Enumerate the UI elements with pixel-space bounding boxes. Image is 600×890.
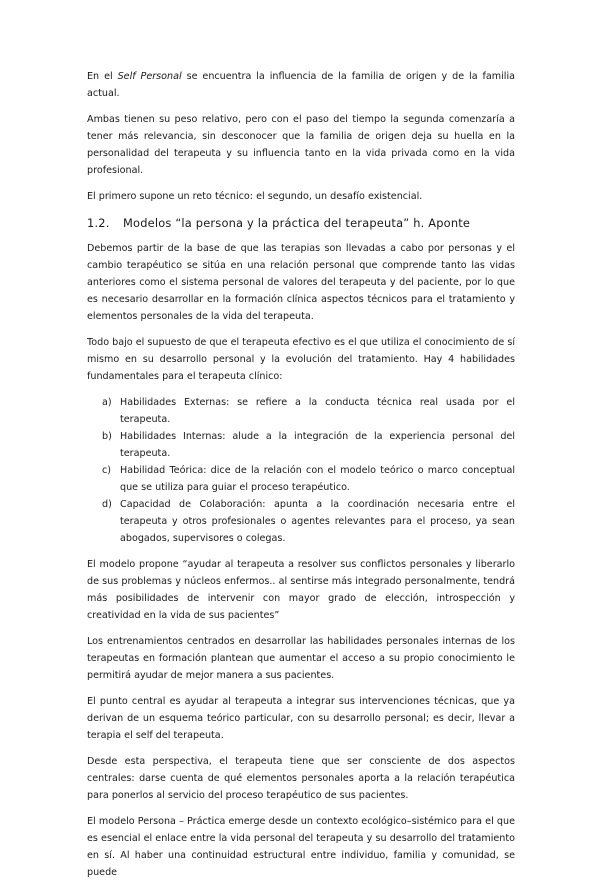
list-item [87, 496, 515, 547]
list-item-text: Habilidad Teórica: dice de la relación con el modelo teórico o marco conceptual que se utiliza para guiar el proceso terapéutico. [120, 465, 515, 493]
paragraph-self-personal-start: En el [87, 71, 118, 82]
paragraph-central-point: El punto central es ayudar al terapeuta a integrar sus intervenciones técnicas, que ya derivan de un esquema teórico particular, con su desarrollo personal; es decir, llevar a terapia el self del terapeuta. [87, 696, 515, 741]
list-item-text: Habilidades Internas: alude a la integración de la experiencia personal del terapeuta. [120, 431, 515, 459]
list-item-text: Capacidad de Colaboración: apunta a la coordinación necesaria entre el terapeuta y otros profesionales o agentes relevantes para el proceso, ya sean abogados, supervisores o colegas. [120, 499, 515, 544]
paragraph-challenge: El primero supone un reto técnico: el segundo, un desafío existencial. [87, 191, 423, 202]
list-marker: b) [102, 431, 112, 442]
paragraph-self-personal-end: se encuentra la influencia de la familia de origen y de la familia actual. [87, 71, 516, 99]
paragraph-model-proposal: El modelo propone “ayudar al terapeuta a resolver sus conflictos personales y liberarlo de sus problemas y núcleos enfermos.. al sentirse más integrado personalmente, tendrá más posibilidades de intervenir con mayor grado de elección, introspección y creatividad en la vida de sus pacientes” [87, 559, 515, 621]
section-number: 1.2. [87, 216, 110, 230]
section-heading [87, 214, 515, 232]
paragraph-trainings: Los entrenamientos centrados en desarrollar las habilidades personales internas de los terapeutas en formación plantean que aumentar el acceso a su propio conocimiento le permitirá ayudar de mejor manera a sus pacientes. [87, 636, 515, 681]
list-item [87, 428, 515, 462]
list-item [87, 462, 515, 496]
paragraph-relative-weight: Ambas tienen su peso relativo, pero con el paso del tiempo la segunda comenzaría a tener más relevancia, sin desconocer que la familia de origen deja su huella en la personalidad del terapeuta y su influencia tanto en la vida privada como en la vida profesional. [87, 114, 515, 176]
section-title: Modelos “la persona y la práctica del terapeuta” h. Aponte [123, 216, 471, 230]
list-item-text: Habilidades Externas: se refiere a la conducta técnica real usada por el terapeuta. [120, 397, 515, 425]
paragraph-self-personal [87, 68, 515, 102]
list-item [87, 394, 515, 428]
paragraph-perspective: Desde esta perspectiva, el terapeuta tiene que ser consciente de dos aspectos centrales: darse cuenta de qué elementos personales aporta a la relación terapéutica para ponerlos al servicio del proceso terapéutico de sus pacientes. [87, 756, 515, 801]
self-personal-term: Self Personal [117, 71, 182, 82]
page-content [87, 68, 515, 890]
paragraph-effective-therapist: Todo bajo el supuesto de que el terapeuta efectivo es el que utiliza el conocimiento de sí mismo en su desarrollo personal y la evolución del tratamiento. Hay 4 habilidades fundamentales para el terapeuta clínico: [87, 337, 515, 382]
paragraph-therapy-basis: Debemos partir de la base de que las terapias son llevadas a cabo por personas y el cambio terapéutico se sitúa en una relación personal que comprende tanto las vidas anteriores como el sistema personal de valores del terapeuta y del paciente, por lo que es necesario desarrollar en la formación clínica aspectos técnicos para el tratamiento y elementos personales de la vida del terapeuta. [87, 243, 515, 322]
list-marker: d) [102, 499, 112, 510]
list-marker: a) [102, 397, 112, 408]
list-marker: c) [102, 465, 112, 476]
skills-list [87, 394, 515, 547]
paragraph-person-practice: El modelo Persona – Práctica emerge desde un contexto ecológico–sistémico para el que es esencial el enlace entre la vida personal del terapeuta y su desarrollo del tratamiento en sí. Al haber una continuidad estructural entre individuo, familia y comunidad, se puede [87, 816, 515, 878]
